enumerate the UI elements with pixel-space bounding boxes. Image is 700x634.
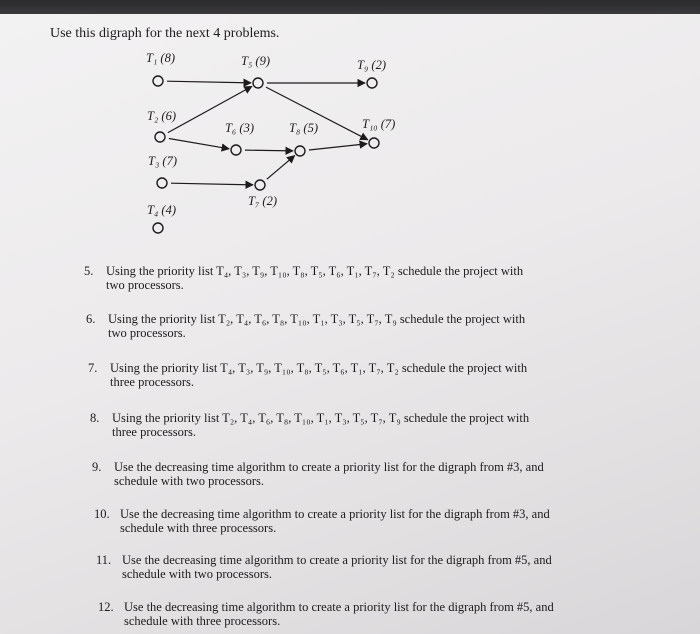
problem-11 <box>96 553 552 581</box>
problem-number: 8. <box>90 411 100 425</box>
task-node-t10 <box>369 138 379 148</box>
edge-t8-t10 <box>309 144 367 150</box>
problem-6 <box>86 312 525 340</box>
task-node-t2 <box>155 132 165 142</box>
edge-t7-t8 <box>267 156 295 180</box>
task-label-t5: T₅ (9) <box>241 54 270 68</box>
task-node-t5 <box>253 78 263 88</box>
task-label-t6: T₆ (3) <box>225 121 254 135</box>
problem-text-line1: Using the priority list T₂, T₄, T₆, T₈, T₁₀, T₁, T₃, T₅, T₇, T₉ schedule the project with <box>108 312 526 326</box>
problem-text-line1: Using the priority list T₄, T₃, T₉, T₁₀, T₈, T₅, T₆, T₁, T₇, T₂ schedule the project with <box>106 264 524 278</box>
edge-t6-t8 <box>245 150 293 151</box>
problem-9 <box>92 460 544 488</box>
problem-text-line1: Use the decreasing time algorithm to create a priority list for the digraph from #5, and <box>124 600 554 614</box>
task-label-t10: T₁₀ (7) <box>362 117 396 131</box>
problem-text-line2: schedule with three processors. <box>120 521 277 535</box>
problem-number: 7. <box>88 361 98 375</box>
task-label-t2: T₂ (6) <box>147 109 176 123</box>
task-label-t9: T₉ (2) <box>357 58 386 72</box>
problem-text-line1: Use the decreasing time algorithm to create a priority list for the digraph from #3, and <box>114 460 544 474</box>
problem-number: 9. <box>92 460 102 474</box>
problem-number: 10. <box>94 507 110 521</box>
task-label-t4: T₄ (4) <box>147 203 176 217</box>
problem-text-line2: schedule with two processors. <box>114 474 264 488</box>
problem-text-line2: three processors. <box>112 425 196 439</box>
edge-t3-t7 <box>171 183 253 185</box>
task-node-t1 <box>153 76 163 86</box>
worksheet-heading: Use this digraph for the next 4 problems. <box>50 26 280 41</box>
problem-10 <box>94 507 550 535</box>
task-node-t6 <box>231 145 241 155</box>
task-node-t3 <box>157 178 167 188</box>
task-node-t9 <box>367 78 377 88</box>
problem-text-line2: two processors. <box>106 278 184 292</box>
problem-number: 11. <box>96 553 112 567</box>
edge-t1-t5 <box>167 81 251 83</box>
task-label-t3: T₃ (7) <box>148 154 177 168</box>
problem-text-line1: Using the priority list T₄, T₃, T₉, T₁₀, T₈, T₅, T₆, T₁, T₇, T₂ schedule the project with <box>110 361 528 375</box>
problem-text-line2: two processors. <box>108 326 186 340</box>
problem-text-line1: Use the decreasing time algorithm to create a priority list for the digraph from #5, and <box>122 553 552 567</box>
problem-12 <box>98 600 554 628</box>
task-label-t7: T₇ (2) <box>248 194 277 208</box>
problem-text-line2: schedule with three processors. <box>124 614 281 628</box>
problem-8 <box>90 411 529 439</box>
task-node-t7 <box>255 180 265 190</box>
problem-number: 5. <box>84 264 94 278</box>
edge-t2-t6 <box>169 139 229 149</box>
task-node-t4 <box>153 223 163 233</box>
problem-number: 6. <box>86 312 96 326</box>
problem-text-line1: Using the priority list T₂, T₄, T₆, T₈, T₁₀, T₁, T₃, T₅, T₇, T₉ schedule the project with <box>112 411 530 425</box>
problem-5 <box>84 264 523 292</box>
problem-text-line1: Use the decreasing time algorithm to create a priority list for the digraph from #3, and <box>120 507 550 521</box>
task-node-t8 <box>295 146 305 156</box>
task-label-t1: T₁ (8) <box>146 51 175 65</box>
task-label-t8: T₈ (5) <box>289 121 318 135</box>
problem-7 <box>88 361 527 389</box>
problem-text-line2: three processors. <box>110 375 194 389</box>
problem-number: 12. <box>98 600 114 614</box>
problem-text-line2: schedule with two processors. <box>122 567 272 581</box>
